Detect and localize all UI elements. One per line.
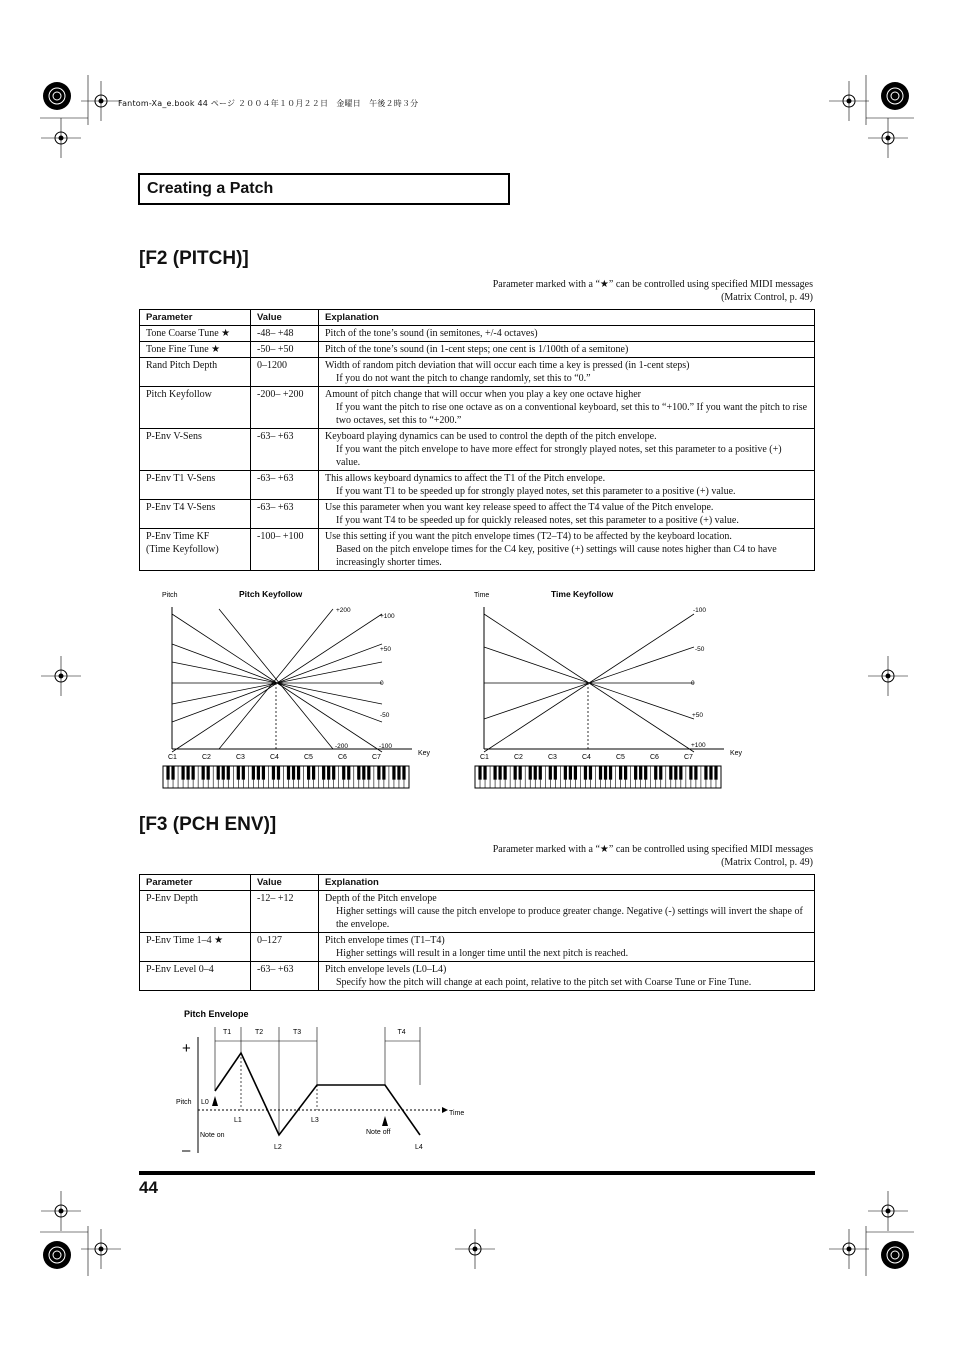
black-key	[493, 766, 496, 780]
crosshair-mark	[81, 81, 121, 121]
crosshair-mark	[868, 118, 908, 158]
black-key	[519, 766, 522, 780]
black-key	[227, 766, 230, 780]
param-name: Rand Pitch Depth	[140, 358, 251, 387]
key-label: C3	[236, 754, 245, 761]
param-explanation	[319, 500, 815, 529]
table-row	[140, 529, 815, 571]
header-parameter: Parameter	[140, 875, 251, 891]
note-on-arrow-icon	[212, 1096, 218, 1106]
param-name: P-Env T4 V-Sens	[140, 500, 251, 529]
black-key	[569, 766, 572, 780]
x-axis-label: Key	[730, 750, 743, 757]
table-header-row	[140, 875, 815, 891]
explanation-detail: If you want T4 to be speeded up for quickly released notes, set this parameter to a positive (+) value.	[336, 515, 739, 526]
param-value: -63– +63	[251, 500, 319, 529]
black-key	[589, 766, 592, 780]
param-name: P-Env Time 1–4 ★	[140, 933, 251, 962]
black-key	[634, 766, 637, 780]
explanation-main: Amount of pitch change that will occur when you play a key one octave higher	[325, 389, 642, 400]
table-row	[140, 358, 815, 387]
param-value: -48– +48	[251, 326, 319, 342]
level-label: L2	[274, 1144, 282, 1151]
cross-dot	[847, 99, 852, 104]
explanation-main: Use this parameter when you want key release speed to affect the T4 value of the Pitch envelope.	[325, 502, 714, 513]
black-key	[217, 766, 220, 780]
black-key	[277, 766, 280, 780]
explanation-main: Pitch of the tone’s sound (in 1-cent steps; one cent is 1/100th of a semitone)	[325, 344, 629, 355]
chart-title: Pitch Keyfollow	[239, 589, 303, 599]
table-row	[140, 326, 815, 342]
black-key	[181, 766, 184, 780]
crosshair-mark	[41, 656, 81, 696]
table-header-row	[140, 310, 815, 326]
param-explanation	[319, 358, 815, 387]
f2-note	[393, 278, 813, 304]
param-name: P-Env Depth	[140, 891, 251, 933]
time-span-label: T4	[397, 1029, 406, 1036]
f2-heading: [F2 (PITCH)]	[139, 248, 249, 269]
x-axis-label: Key	[418, 750, 431, 757]
param-explanation	[319, 429, 815, 471]
book-info: Fantom-Xa_e.book 44 ページ ２００４年１０月２２日 金曜日 午後２時３分	[118, 99, 419, 108]
explanation-main: Pitch envelope levels (L0–L4)	[325, 964, 447, 975]
section-title: Creating a Patch	[147, 180, 274, 197]
value-label: -50	[695, 646, 705, 653]
target-disc	[43, 1241, 71, 1269]
f2-note-line1: Parameter marked with a “★” can be controlled using specified MIDI messages	[492, 279, 813, 290]
keyboard-frame	[163, 766, 409, 788]
black-key	[186, 766, 189, 780]
table-row	[140, 500, 815, 529]
param-value: -100– +100	[251, 529, 319, 571]
param-name: Tone Coarse Tune ★	[140, 326, 251, 342]
crosshair-mark	[81, 1229, 121, 1269]
key-label: C7	[684, 754, 693, 761]
param-explanation	[319, 471, 815, 500]
black-key	[382, 766, 385, 780]
black-key	[257, 766, 260, 780]
value-label: 0	[380, 680, 384, 687]
explanation-main: Pitch of the tone’s sound (in semitones, +/-4 octaves)	[325, 328, 538, 339]
black-key	[644, 766, 647, 780]
note-off-arrow-icon	[382, 1116, 388, 1126]
header-value: Value	[251, 875, 319, 891]
crosshair-mark	[41, 118, 81, 158]
level-label: L1	[234, 1117, 242, 1124]
value-label: +100	[691, 742, 706, 749]
cross-dot	[886, 136, 891, 141]
black-key	[362, 766, 365, 780]
key-label: C4	[582, 754, 591, 761]
value-label: +50	[692, 712, 704, 719]
crosshair-mark	[868, 1191, 908, 1231]
note-off-label: Note off	[366, 1129, 391, 1136]
note-on-label: Note on	[200, 1132, 225, 1139]
black-key	[207, 766, 210, 780]
black-key	[609, 766, 612, 780]
param-name: P-Env V-Sens	[140, 429, 251, 471]
registration-target	[43, 82, 71, 110]
crosshair-mark	[868, 656, 908, 696]
pitch-envelope-diagram	[170, 1003, 490, 1163]
keyboard	[475, 766, 721, 788]
table-row	[140, 471, 815, 500]
registration-target	[881, 1241, 909, 1269]
value-label: -100	[693, 607, 707, 614]
black-key	[483, 766, 486, 780]
y-axis-label: Pitch	[162, 592, 178, 599]
header-parameter: Parameter	[140, 310, 251, 326]
param-explanation	[319, 529, 815, 571]
pitch-keyfollow-chart	[155, 585, 445, 795]
param-explanation	[319, 342, 815, 358]
black-key	[654, 766, 657, 780]
black-key	[322, 766, 325, 780]
f3-parameter-table	[139, 874, 815, 991]
black-key	[604, 766, 607, 780]
time-span-label: T2	[255, 1029, 264, 1036]
black-key	[534, 766, 537, 780]
explanation-detail: Specify how the pitch will change at each point, relative to the pitch set with Coarse Tune or Fine Tune.	[336, 977, 752, 988]
black-key	[564, 766, 567, 780]
y-axis-label: Time	[474, 592, 490, 599]
f3-heading: [F3 (PCH ENV)]	[139, 814, 277, 835]
black-key	[252, 766, 255, 780]
keyboard	[163, 766, 409, 788]
explanation-main: Keyboard playing dynamics can be used to control the depth of the pitch envelope.	[325, 431, 657, 442]
crosshair-mark	[829, 1229, 869, 1269]
cross-dot	[99, 1247, 104, 1252]
black-key	[619, 766, 622, 780]
black-key	[292, 766, 295, 780]
black-key	[287, 766, 290, 780]
cross-dot	[59, 1209, 64, 1214]
value-label: -100	[379, 743, 393, 750]
black-key	[689, 766, 692, 780]
black-key	[242, 766, 245, 780]
black-key	[342, 766, 345, 780]
black-key	[714, 766, 717, 780]
header-value: Value	[251, 310, 319, 326]
black-key	[357, 766, 360, 780]
black-key	[478, 766, 481, 780]
explanation-detail: If you want the pitch envelope to have more effect for strongly played notes, set this parameter to a positive (+) value.	[336, 444, 782, 468]
explanation-main: Depth of the Pitch envelope	[325, 893, 437, 904]
cross-dot	[847, 1247, 852, 1252]
cross-dot	[886, 1209, 891, 1214]
crosshair-mark	[41, 1191, 81, 1231]
table-row	[140, 933, 815, 962]
cross-dot	[59, 136, 64, 141]
black-key	[674, 766, 677, 780]
black-key	[367, 766, 370, 780]
target-disc	[881, 1241, 909, 1269]
black-key	[166, 766, 169, 780]
black-key	[514, 766, 517, 780]
black-key	[392, 766, 395, 780]
table-row	[140, 962, 815, 991]
explanation-detail: Higher settings will cause the pitch envelope to produce greater change. Negative (-) settings will invert the shape of the envelope.	[336, 906, 803, 930]
pitch-envelope-title: Pitch Envelope	[184, 1009, 249, 1019]
black-key	[262, 766, 265, 780]
value-label: +100	[380, 613, 395, 620]
black-key	[397, 766, 400, 780]
f3-note	[393, 843, 813, 869]
explanation-detail: Based on the pitch envelope times for the C4 key, positive (+) settings will cause notes higher than C4 to have increasingly shorter times.	[336, 544, 777, 568]
explanation-main: Width of random pitch deviation that will occur each time a key is pressed (in 1-cent steps)	[325, 360, 690, 371]
black-key	[669, 766, 672, 780]
black-key	[222, 766, 225, 780]
value-label: -50	[380, 712, 390, 719]
explanation-detail: If you want T1 to be speeded up for strongly played notes, set this parameter to a positive (+) value.	[336, 486, 736, 497]
black-key	[599, 766, 602, 780]
level-label: L4	[415, 1144, 423, 1151]
explanation-main: This allows keyboard dynamics to affect the T1 of the Pitch envelope.	[325, 473, 606, 484]
param-value: -63– +63	[251, 471, 319, 500]
black-key	[704, 766, 707, 780]
level-label: L3	[311, 1117, 319, 1124]
level-label: L0	[201, 1099, 209, 1106]
value-label: +50	[380, 646, 392, 653]
crosshair-mark	[829, 81, 869, 121]
black-key	[624, 766, 627, 780]
black-key	[554, 766, 557, 780]
cross-dot	[886, 674, 891, 679]
f2-parameter-table	[139, 309, 815, 571]
explanation-main: Use this setting if you want the pitch envelope times (T2–T4) to be affected by the keyboard location.	[325, 531, 732, 542]
black-key	[539, 766, 542, 780]
black-key	[549, 766, 552, 780]
black-key	[171, 766, 174, 780]
black-key	[327, 766, 330, 780]
param-name: P-Env Time KF (Time Keyfollow)	[140, 529, 251, 571]
key-label: C5	[616, 754, 625, 761]
time-keyfollow-chart	[467, 585, 757, 795]
black-key	[402, 766, 405, 780]
crosshair-mark	[455, 1229, 495, 1269]
key-label: C4	[270, 754, 279, 761]
value-label: -200	[335, 743, 349, 750]
key-label: C7	[372, 754, 381, 761]
cross-dot	[59, 674, 64, 679]
param-value: 0–1200	[251, 358, 319, 387]
key-label: C6	[650, 754, 659, 761]
param-name: Pitch Keyfollow	[140, 387, 251, 429]
table-row	[140, 891, 815, 933]
black-key	[202, 766, 205, 780]
key-label: C6	[338, 754, 347, 761]
param-name: P-Env Level 0–4	[140, 962, 251, 991]
param-name: Tone Fine Tune ★	[140, 342, 251, 358]
f2-note-line2: (Matrix Control, p. 49)	[721, 292, 813, 303]
explanation-detail: Higher settings will result in a longer time until the next pitch is reached.	[336, 948, 629, 959]
value-label: 0	[691, 680, 695, 687]
value-label: +200	[336, 607, 351, 614]
key-label: C2	[514, 754, 523, 761]
cross-dot	[99, 99, 104, 104]
param-explanation	[319, 326, 815, 342]
param-value: -12– +12	[251, 891, 319, 933]
key-label: C3	[548, 754, 557, 761]
param-value: -63– +63	[251, 429, 319, 471]
param-name: P-Env T1 V-Sens	[140, 471, 251, 500]
black-key	[529, 766, 532, 780]
table-row	[140, 342, 815, 358]
f3-note-line1: Parameter marked with a “★” can be controlled using specified MIDI messages	[492, 844, 813, 855]
black-key	[694, 766, 697, 780]
black-key	[709, 766, 712, 780]
black-key	[332, 766, 335, 780]
param-value: -63– +63	[251, 962, 319, 991]
key-label: C1	[168, 754, 177, 761]
black-key	[312, 766, 315, 780]
black-key	[574, 766, 577, 780]
black-key	[584, 766, 587, 780]
black-key	[639, 766, 642, 780]
black-key	[377, 766, 380, 780]
black-key	[347, 766, 350, 780]
target-disc	[43, 82, 71, 110]
f3-note-line2: (Matrix Control, p. 49)	[721, 857, 813, 868]
key-label: C1	[480, 754, 489, 761]
chart-title: Time Keyfollow	[551, 589, 614, 599]
header-explanation: Explanation	[319, 875, 815, 891]
table-row	[140, 387, 815, 429]
registration-target	[43, 1241, 71, 1269]
pitch-label: Pitch	[176, 1099, 192, 1106]
target-disc	[881, 82, 909, 110]
key-label: C5	[304, 754, 313, 761]
cross-dot	[473, 1247, 478, 1252]
time-label: Time	[449, 1110, 465, 1117]
table-row	[140, 429, 815, 471]
param-explanation	[319, 933, 815, 962]
param-value: -200– +200	[251, 387, 319, 429]
param-value: -50– +50	[251, 342, 319, 358]
key-label: C2	[202, 754, 211, 761]
plus-sign: +	[182, 1040, 191, 1057]
black-key	[659, 766, 662, 780]
black-key	[498, 766, 501, 780]
param-explanation	[319, 891, 815, 933]
explanation-detail: If you want the pitch to rise one octave as on a conventional keyboard, set this to “+100.” If you want the pitch to rise two octaves, set this to “+200.”	[336, 402, 808, 426]
black-key	[297, 766, 300, 780]
param-explanation	[319, 962, 815, 991]
black-key	[679, 766, 682, 780]
time-span-label: T3	[293, 1029, 302, 1036]
black-key	[307, 766, 310, 780]
header-explanation: Explanation	[319, 310, 815, 326]
page-footer-bar	[139, 1171, 815, 1175]
registration-target	[881, 82, 909, 110]
time-span-label: T1	[223, 1029, 232, 1036]
minus-sign: –	[182, 1142, 191, 1159]
black-key	[272, 766, 275, 780]
black-key	[237, 766, 240, 780]
keyboard-frame	[475, 766, 721, 788]
param-explanation	[319, 387, 815, 429]
section-title-box	[138, 173, 510, 205]
explanation-main: Pitch envelope times (T1–T4)	[325, 935, 445, 946]
param-value: 0–127	[251, 933, 319, 962]
black-key	[192, 766, 195, 780]
black-key	[504, 766, 507, 780]
time-arrow-icon	[442, 1107, 448, 1113]
explanation-detail: If you do not want the pitch to change randomly, set this to “0.”	[336, 373, 591, 384]
page-number: 44	[139, 1178, 158, 1197]
